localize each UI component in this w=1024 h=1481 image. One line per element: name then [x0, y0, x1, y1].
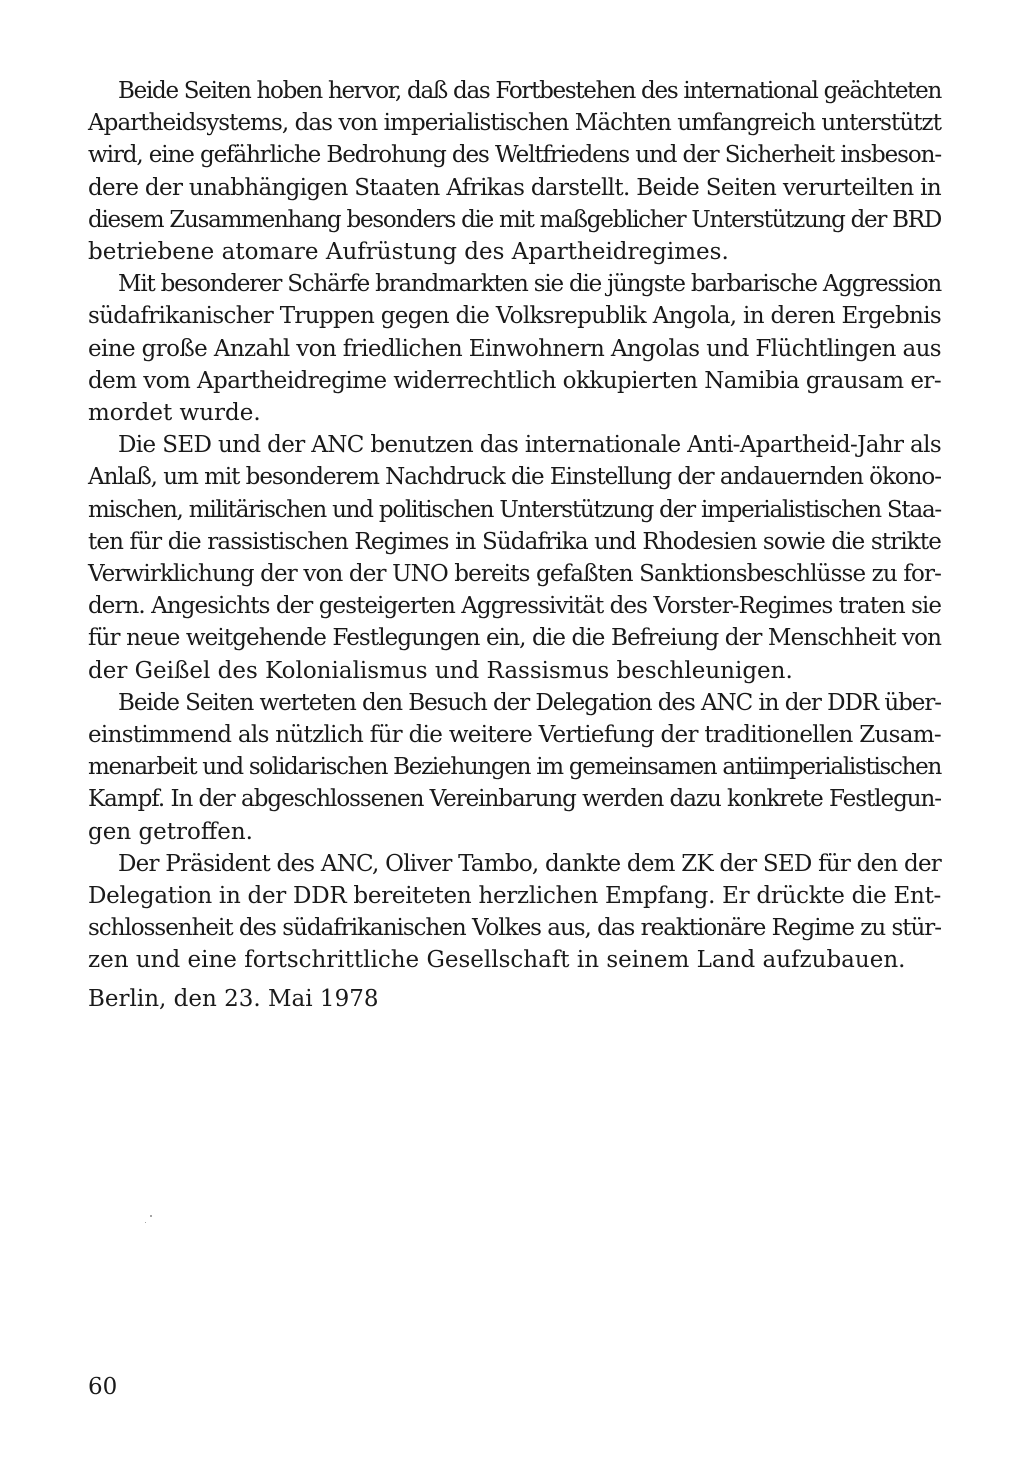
- text-line: betriebene atomare Aufrüstung des Apartheidregimes.: [88, 239, 729, 266]
- paragraph-3: [88, 429, 941, 687]
- text-line: dem vom Apartheidregime widerrechtlich okkupierten Namibia grausam er-: [88, 367, 942, 394]
- place-date-line: Berlin, den 23. Mai 1978: [88, 986, 379, 1012]
- paragraph-2: [88, 268, 941, 429]
- text-line: Mit besonderer Schärfe brandmarkten sie die jüngste barbarische Aggression: [118, 271, 941, 298]
- page-number: 60: [88, 1374, 118, 1400]
- scan-speck: [150, 1215, 152, 1217]
- text-line: Verwirklichung der von der UNO bereits gefaßten Sanktionsbeschlüsse zu for-: [88, 561, 941, 588]
- text-line: menarbeit und solidarischen Beziehungen im gemeinsamen antiimperialistischen: [88, 754, 942, 781]
- text-line: dern. Angesichts der gesteigerten Aggressivität des Vorster-Regimes traten sie: [88, 593, 942, 620]
- paragraph-4: [88, 687, 941, 848]
- text-line: wird, eine gefährliche Bedrohung des Weltfriedens und der Sicherheit insbeson-: [88, 142, 941, 169]
- text-line: dere der unabhängigen Staaten Afrikas darstellt. Beide Seiten verurteilten in: [88, 174, 942, 201]
- text-line: mordet wurde.: [88, 400, 261, 427]
- text-line: Die SED und der ANC benutzen das internationale Anti-Apartheid-Jahr als: [118, 432, 941, 459]
- text-line: südafrikanischer Truppen gegen die Volksrepublik Angola, in deren Ergebnis: [88, 303, 942, 330]
- scan-speck: [145, 1222, 146, 1223]
- text-line: schlossenheit des südafrikanischen Volkes aus, das reaktionäre Regime zu stür-: [88, 915, 942, 942]
- text-line: gen getroffen.: [88, 818, 253, 845]
- text-line: Der Präsident des ANC, Oliver Tambo, dankte dem ZK der SED für den der: [118, 850, 941, 877]
- text-line: einstimmend als nützlich für die weitere Vertiefung der traditionellen Zusam-: [88, 722, 941, 749]
- text-line: diesem Zusammenhang besonders die mit maßgeblicher Unterstützung der BRD: [88, 206, 941, 233]
- text-line: Beide Seiten werteten den Besuch der Delegation des ANC in der DDR über-: [118, 689, 941, 716]
- text-line: der Geißel des Kolonialismus und Rassismus beschleunigen.: [88, 657, 793, 684]
- text-line: eine große Anzahl von friedlichen Einwohnern Angolas und Flüchtlingen aus: [88, 335, 941, 362]
- paragraph-5: [88, 848, 941, 977]
- text-line: für neue weitgehende Festlegungen ein, die die Befreiung der Menschheit von: [88, 625, 941, 652]
- text-line: ten für die rassistischen Regimes in Südafrika und Rhodesien sowie die strikte: [88, 528, 941, 555]
- paragraph-1: [88, 75, 941, 268]
- text-line: Delegation in der DDR bereiteten herzlichen Empfang. Er drückte die Ent-: [88, 883, 942, 910]
- text-line: Beide Seiten hoben hervor, daß das Fortbestehen des international geächteten: [118, 78, 941, 104]
- text-line: Kampf. In der abgeschlossenen Vereinbarung werden dazu konkrete Festlegun-: [88, 786, 942, 813]
- text-line: zen und eine fortschrittliche Gesellschaft in seinem Land aufzubauen.: [88, 947, 906, 974]
- text-line: Apartheidsystems, das von imperialistischen Mächten umfangreich unterstützt: [88, 110, 941, 137]
- body-text: [88, 75, 941, 977]
- text-line: mischen, militärischen und politischen Unterstützung der imperialistischen Staa-: [88, 496, 941, 523]
- text-line: Anlaß, um mit besonderem Nachdruck die Einstellung der andauernden ökono-: [88, 464, 941, 491]
